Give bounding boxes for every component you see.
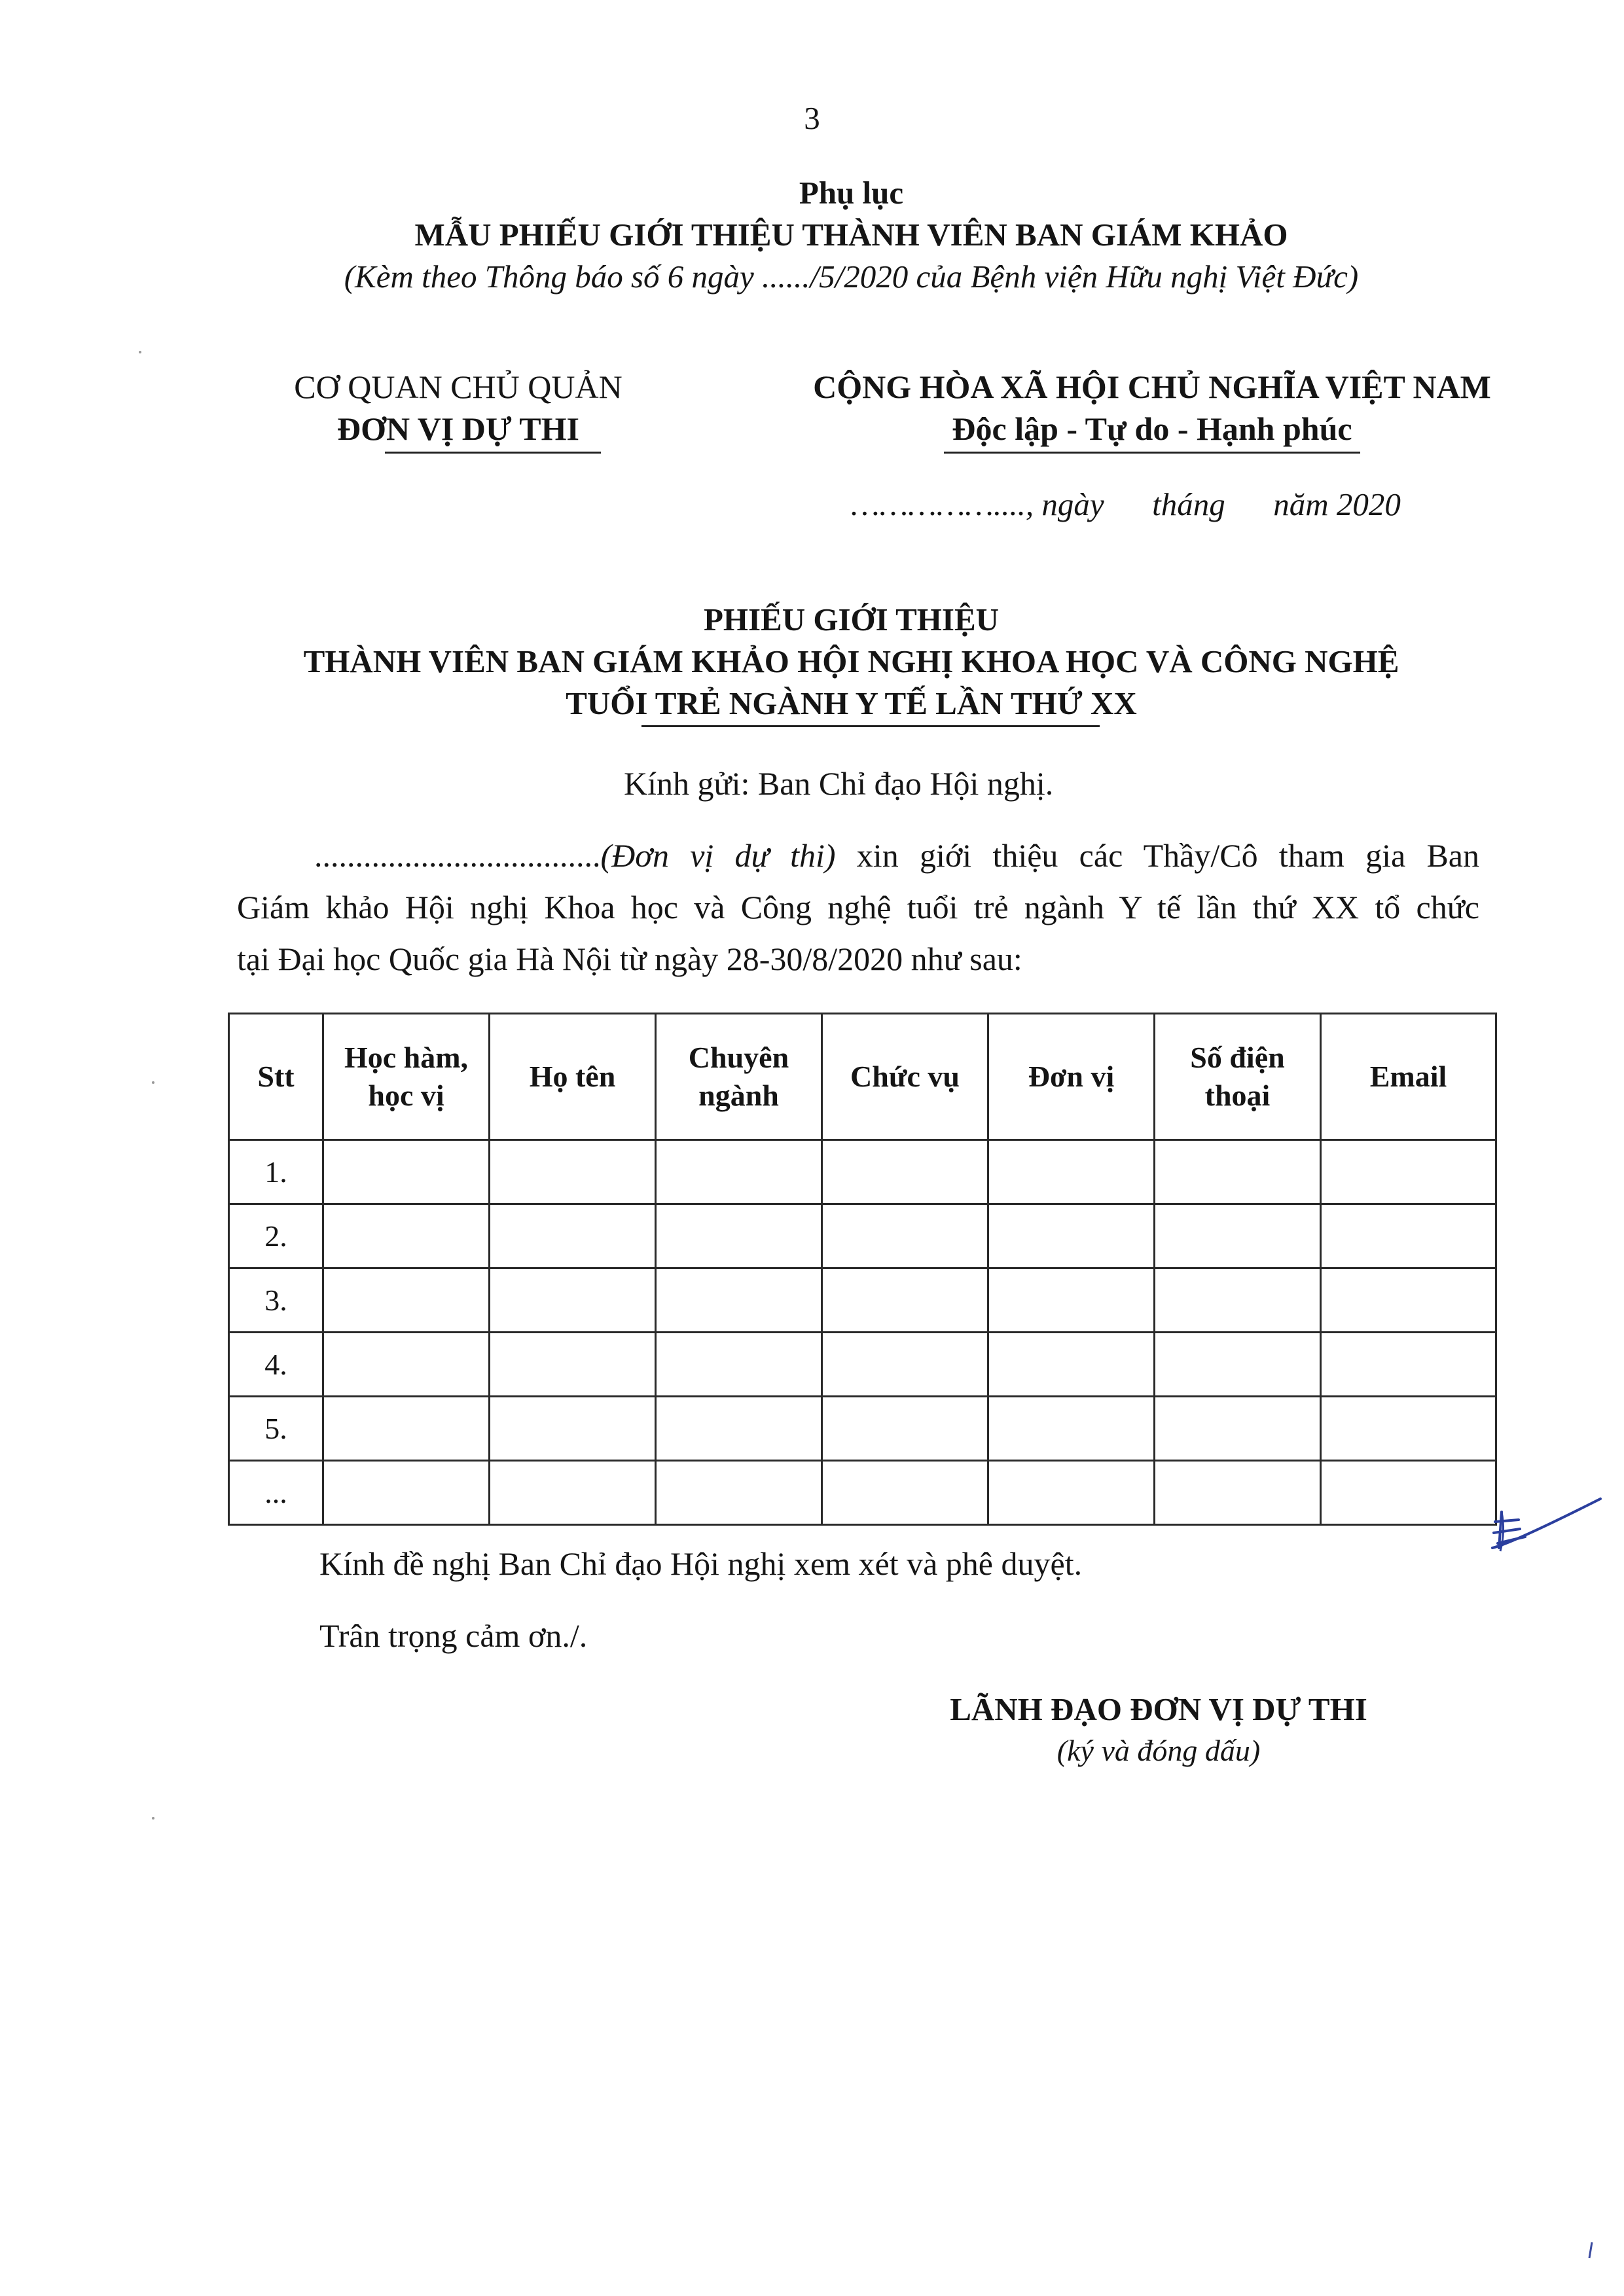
cell-phone[interactable] <box>1155 1140 1321 1204</box>
date-line: ……………...., ngày tháng năm 2020 <box>851 486 1401 522</box>
cell-full-name[interactable] <box>490 1333 656 1397</box>
cell-position[interactable] <box>822 1204 988 1268</box>
intro-line1 <box>237 830 1479 882</box>
cell-unit[interactable] <box>988 1140 1155 1204</box>
cell-specialty[interactable] <box>656 1140 822 1204</box>
cell-academic-title[interactable] <box>323 1268 490 1333</box>
cell-unit[interactable] <box>988 1268 1155 1333</box>
appendix-label: Phụ lục <box>799 175 904 211</box>
col-phone: Số điện thoại <box>1155 1014 1321 1140</box>
table-row <box>229 1204 1496 1268</box>
nominee-table <box>228 1013 1497 1526</box>
cell-unit[interactable] <box>988 1461 1155 1525</box>
col-unit: Đơn vị <box>988 1014 1155 1140</box>
agency-label: CƠ QUAN CHỦ QUẢN <box>294 368 623 405</box>
cell-phone[interactable] <box>1155 1397 1321 1461</box>
approval-request: Kính đề nghị Ban Chỉ đạo Hội nghị xem xét và phê duyệt. <box>319 1545 1083 1582</box>
intro-line2: Giám khảo Hội nghị Khoa học và Công nghệ tuổi trẻ ngành Y tế lần thứ XX tổ chức <box>237 889 1479 925</box>
row-number: 1. <box>229 1140 323 1204</box>
cell-academic-title[interactable] <box>323 1204 490 1268</box>
title-underline <box>641 725 1100 727</box>
cell-email[interactable] <box>1321 1204 1496 1268</box>
table-row <box>229 1333 1496 1397</box>
cell-email[interactable] <box>1321 1333 1496 1397</box>
scan-speck <box>139 351 141 353</box>
intro-line1-rest: xin giới thiệu các Thầy/Cô tham gia Ban <box>835 837 1479 874</box>
col-full-name: Họ tên <box>490 1014 656 1140</box>
motto-underline <box>944 452 1360 454</box>
form-title-line2: THÀNH VIÊN BAN GIÁM KHẢO HỘI NGHỊ KHOA HỌC VÀ CÔNG NGHỆ <box>303 643 1399 679</box>
cell-unit[interactable] <box>988 1333 1155 1397</box>
scan-tick-mark <box>1584 2238 1597 2265</box>
col-specialty: Chuyên ngành <box>656 1014 822 1140</box>
unit-label: ĐƠN VỊ DỰ THI <box>337 410 579 447</box>
cell-full-name[interactable] <box>490 1204 656 1268</box>
row-number: 5. <box>229 1397 323 1461</box>
appendix-subtitle: (Kèm theo Thông báo số 6 ngày ....../5/2020 của Bệnh viện Hữu nghị Việt Đức) <box>344 259 1359 295</box>
intro-paragraph <box>237 830 1479 985</box>
scan-speck <box>152 1081 154 1084</box>
fill-in-dots: ................................... <box>314 837 601 874</box>
table-row <box>229 1397 1496 1461</box>
cell-email[interactable] <box>1321 1461 1496 1525</box>
table-header-row <box>229 1014 1496 1140</box>
cell-position[interactable] <box>822 1397 988 1461</box>
handwritten-initial-mark <box>1486 1486 1604 1558</box>
form-title-line3: TUỔI TRẺ NGÀNH Y TẾ LẦN THỨ XX <box>566 685 1137 721</box>
cell-position[interactable] <box>822 1333 988 1397</box>
appendix-title: MẪU PHIẾU GIỚI THIỆU THÀNH VIÊN BAN GIÁM KHẢO <box>414 217 1288 253</box>
col-academic-title: Học hàm, học vị <box>323 1014 490 1140</box>
col-stt: Stt <box>229 1014 323 1140</box>
cell-position[interactable] <box>822 1461 988 1525</box>
cell-phone[interactable] <box>1155 1204 1321 1268</box>
intro-line3: tại Đại học Quốc gia Hà Nội từ ngày 28-30/8/2020 như sau: <box>237 941 1022 977</box>
signature-note: (ký và đóng dấu) <box>1056 1734 1261 1767</box>
scan-speck <box>152 1817 154 1820</box>
cell-academic-title[interactable] <box>323 1461 490 1525</box>
table-row <box>229 1461 1496 1525</box>
cell-unit[interactable] <box>988 1397 1155 1461</box>
cell-specialty[interactable] <box>656 1333 822 1397</box>
national-motto: Độc lập - Tự do - Hạnh phúc <box>952 410 1352 447</box>
national-title: CỘNG HÒA XÃ HỘI CHỦ NGHĨA VIỆT NAM <box>813 368 1491 405</box>
unit-placeholder: (Đơn vị dự thi) <box>600 837 836 874</box>
col-email: Email <box>1321 1014 1496 1140</box>
cell-unit[interactable] <box>988 1204 1155 1268</box>
signature-title: LÃNH ĐẠO ĐƠN VỊ DỰ THI <box>950 1691 1367 1727</box>
cell-specialty[interactable] <box>656 1204 822 1268</box>
col-position: Chức vụ <box>822 1014 988 1140</box>
cell-position[interactable] <box>822 1268 988 1333</box>
cell-phone[interactable] <box>1155 1268 1321 1333</box>
cell-academic-title[interactable] <box>323 1140 490 1204</box>
cell-specialty[interactable] <box>656 1397 822 1461</box>
row-number: 3. <box>229 1268 323 1333</box>
table-row <box>229 1140 1496 1204</box>
cell-phone[interactable] <box>1155 1461 1321 1525</box>
cell-full-name[interactable] <box>490 1397 656 1461</box>
thanks-line: Trân trọng cảm ơn./. <box>319 1617 588 1654</box>
cell-email[interactable] <box>1321 1140 1496 1204</box>
cell-full-name[interactable] <box>490 1268 656 1333</box>
cell-academic-title[interactable] <box>323 1397 490 1461</box>
cell-specialty[interactable] <box>656 1268 822 1333</box>
cell-position[interactable] <box>822 1140 988 1204</box>
unit-underline <box>385 452 601 454</box>
cell-academic-title[interactable] <box>323 1333 490 1397</box>
page-number: 3 <box>804 100 820 136</box>
cell-specialty[interactable] <box>656 1461 822 1525</box>
form-title: PHIẾU GIỚI THIỆU <box>703 601 1000 637</box>
cell-full-name[interactable] <box>490 1140 656 1204</box>
cell-full-name[interactable] <box>490 1461 656 1525</box>
cell-email[interactable] <box>1321 1268 1496 1333</box>
salutation: Kính gửi: Ban Chỉ đạo Hội nghị. <box>624 765 1054 802</box>
row-number: 4. <box>229 1333 323 1397</box>
cell-phone[interactable] <box>1155 1333 1321 1397</box>
row-number: 2. <box>229 1204 323 1268</box>
table-row <box>229 1268 1496 1333</box>
row-number: ... <box>229 1461 323 1525</box>
cell-email[interactable] <box>1321 1397 1496 1461</box>
